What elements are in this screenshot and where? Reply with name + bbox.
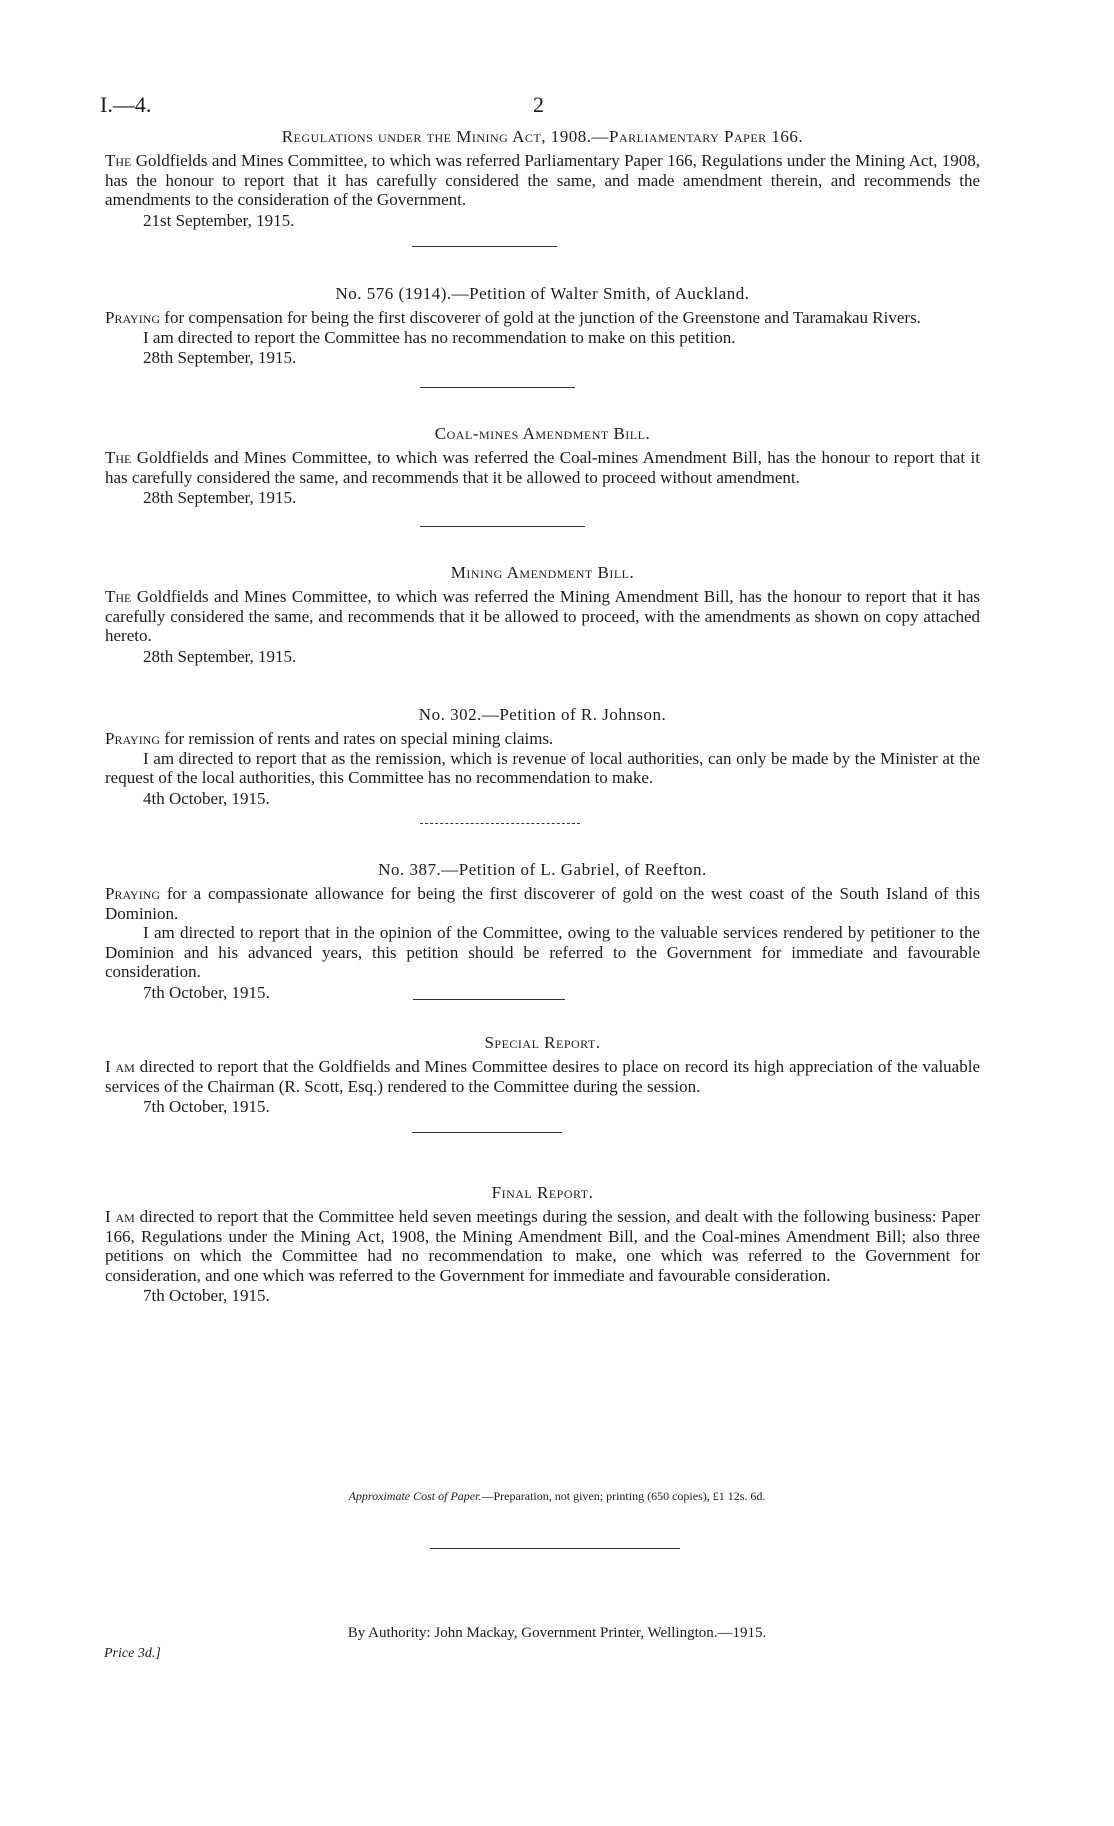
section-date: 7th October, 1915. <box>143 1286 270 1306</box>
lead-word: I am <box>105 1057 135 1076</box>
section-body <box>105 587 980 646</box>
section-divider <box>413 999 565 1000</box>
section-divider <box>412 1132 562 1133</box>
body-text: directed to report that the Committee held seven meetings during the session, and dealt with the following business: Paper 166, Regulations under the Mining Act, 1908, the Mining Amendment Bill, and the Coal-mines Amendment Bill; also three petitions on which the Committee had no recommendation to make, one which was referred to the Government for consideration, and one which was referred to the Government for immediate and favourable consideration. <box>105 1207 981 1285</box>
lead-word: Praying <box>105 308 161 327</box>
body-text: for remission of rents and rates on special mining claims. <box>164 729 554 748</box>
section-heading: Coal-mines Amendment Bill. <box>434 424 651 443</box>
section-heading: No. 576 (1914).—Petition of Walter Smith, of Auckland. <box>335 284 750 303</box>
section-body-2: I am directed to report that in the opinion of the Committee, owing to the valuable services rendered by petitioner to the Dominion and his advanced years, this petition should be referred to the Government for immediate and favourable consideration. <box>105 923 980 982</box>
body-text: Goldfields and Mines Committee, to which was referred Parliamentary Paper 166, Regulations under the Mining Act, 1908, has the honour to report that it has carefully considered the same, and made amendment therein, and recommends the amendments to the consideration of the Government. <box>105 151 980 210</box>
section-petition-576 <box>105 284 980 368</box>
body-text: Goldfields and Mines Committee, to which was referred the Mining Amendment Bill, has the honour to report that it has carefully considered the same, and recommends that it be allowed to proceed, with the amendments as shown on copy attached hereto. <box>105 587 980 646</box>
section-regulations <box>105 127 980 231</box>
section-heading: Regulations under the Mining Act, 1908.—Parliamentary Paper 166. <box>281 127 804 146</box>
section-date: 28th September, 1915. <box>143 348 297 368</box>
lead-word: Praying <box>105 729 161 748</box>
lead-word: The <box>105 448 132 467</box>
section-coal-mines-bill <box>105 424 980 508</box>
lead-word: Praying <box>105 884 161 903</box>
cost-label: Approximate Cost of Paper. <box>348 1489 482 1503</box>
section-heading: Special Report. <box>484 1033 601 1052</box>
section-date: 4th October, 1915. <box>143 788 270 808</box>
section-body <box>105 729 980 749</box>
section-body <box>105 1207 980 1285</box>
body-text: for a compassionate allowance for being the first discoverer of gold on the west coast of the South Island of this Dominion. <box>105 884 981 923</box>
section-body <box>105 448 980 487</box>
section-body <box>105 308 980 328</box>
section-date: 7th October, 1915. <box>143 982 270 1002</box>
section-mining-bill <box>105 563 980 667</box>
body-text: for compensation for being the first discoverer of gold at the junction of the Greenstone and Taramakau Rivers. <box>164 308 921 327</box>
cost-text: —Preparation, not given; printing (650 copies), £1 12s. 6d. <box>481 1489 766 1503</box>
lead-word: The <box>105 151 132 170</box>
printer-imprint: By Authority: John Mackay, Government Printer, Wellington.—1915. <box>347 1625 767 1641</box>
footer-divider <box>430 1548 680 1549</box>
section-special-report <box>105 1033 980 1117</box>
body-text: Goldfields and Mines Committee, to which was referred the Coal-mines Amendment Bill, has the honour to report that it has carefully considered the same, and recommends that it be allowed to proceed without amendment. <box>105 448 980 487</box>
section-heading: Final Report. <box>491 1183 594 1202</box>
section-body <box>105 151 980 210</box>
section-heading: Mining Amendment Bill. <box>450 563 635 582</box>
body-text: directed to report that the Goldfields and Mines Committee desires to place on record its high appreciation of the valuable services of the Chairman (R. Scott, Esq.) rendered to the Committee during the session. <box>105 1057 980 1096</box>
section-divider <box>412 246 557 247</box>
section-date: 7th October, 1915. <box>143 1097 270 1117</box>
section-final-report <box>105 1183 980 1306</box>
section-body <box>105 1057 980 1096</box>
section-heading: No. 387.—Petition of L. Gabriel, of Reefton. <box>378 860 707 879</box>
section-body <box>105 884 980 923</box>
lead-word: I am <box>105 1207 135 1226</box>
section-divider <box>420 387 575 388</box>
lead-word: The <box>105 587 132 606</box>
section-body-2: I am directed to report the Committee has no recommendation to make on this petition. <box>143 327 736 347</box>
section-divider <box>420 823 580 824</box>
section-body-2: I am directed to report that as the remission, which is revenue of local authorities, can only be made by the Minister at the request of the local authorities, this Committee has no recommendation to make. <box>105 748 980 788</box>
page-number: 2 <box>533 92 544 117</box>
section-petition-387 <box>105 860 980 1003</box>
cost-note <box>0 1489 1114 1504</box>
section-date: 21st September, 1915. <box>143 210 295 230</box>
paper-reference: I.—4. <box>100 92 152 117</box>
price-note: Price 3d.] <box>104 1646 161 1661</box>
section-date: 28th September, 1915. <box>143 488 297 508</box>
section-petition-302 <box>105 705 980 809</box>
section-divider <box>420 526 585 527</box>
section-heading: No. 302.—Petition of R. Johnson. <box>418 705 667 724</box>
section-date: 28th September, 1915. <box>143 646 297 666</box>
